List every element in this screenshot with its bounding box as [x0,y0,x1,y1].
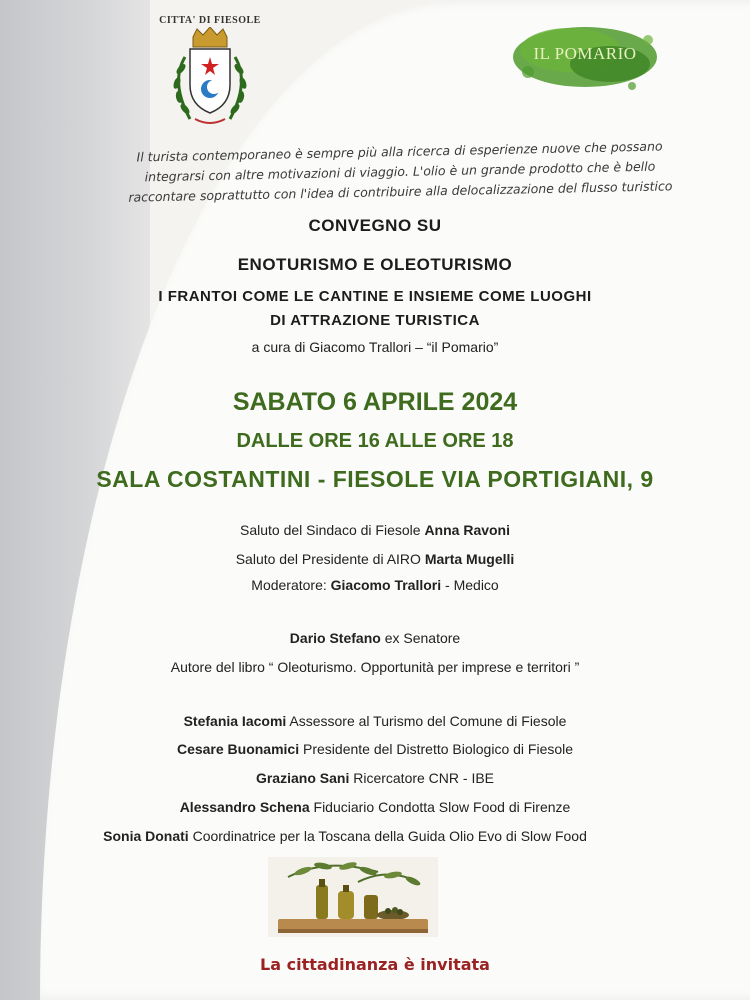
fiesole-crest [155,15,265,130]
title-main: ENOTURISMO E OLEOTURISMO [237,255,513,274]
greeting-line: Saluto del Presidente di AIRO Marta Mugelli [235,551,515,567]
greeting-line: Saluto del Sindaco di Fiesole Anna Ravoni [239,522,511,538]
il-pomario-logo [510,12,660,97]
event-date: SABATO 6 APRILE 2024 [232,388,518,416]
subtitle [0,285,750,333]
intro-line: integrarsi con altre motivazioni di viaggio. L'olio è un grande prodotto che è bello [144,158,656,185]
speaker-line: Stefania Iacomi Assessore al Turismo del Comune di Fiesole [183,713,567,729]
speaker-line: Graziano Sani Ricercatore CNR - IBE [255,770,495,786]
speaker-name: Giacomo Trallori [330,577,442,593]
speaker-name: Anna Ravoni [424,522,511,538]
subtitle-line: DI ATTRAZIONE TURISTICA [270,312,480,329]
event-time: DALLE ORE 16 ALLE ORE 18 [236,430,514,452]
speaker-name: Cesare Buonamici [176,741,300,757]
speaker-name: Graziano Sani [255,770,350,786]
logo-text: IL POMARIO [533,44,637,63]
speaker-name: Stefania Iacomi [183,713,287,729]
crest-emblem-icon [155,27,265,132]
speaker-line: Cesare Buonamici Presidente del Distretto Biologico di Fiesole [176,741,574,757]
intro-line: Il turista contemporaneo è sempre più alla ricerca di esperienze nuove che possano [136,138,663,165]
moderator-line: Moderatore: Giacomo Trallori - Medico [251,577,499,593]
keynote-book: Autore del libro “ Oleoturismo. Opportunità per imprese e territori ” [170,659,580,675]
speaker-name: Sonia Donati [103,828,189,844]
subtitle-line: I FRANTOI COME LE CANTINE E INSIEME COME LUOGHI [158,288,592,305]
speaker-name: Dario Stefano [289,630,381,646]
intro-paragraph [99,136,700,209]
title-convegno: CONVEGNO SU [308,216,442,235]
speaker-line: Alessandro Schena Fiduciario Condotta Slow Food di Firenze [179,799,571,815]
olive-oil-products-image [268,857,438,937]
speaker-line: Sonia Donati Coordinatrice per la Toscana della Guida Olio Evo di Slow Food [103,828,587,844]
event-venue: SALA COSTANTINI - FIESOLE VIA PORTIGIANI, 9 [96,466,654,492]
closing-invitation: La cittadinanza è invitata [260,955,490,974]
speaker-name: Marta Mugelli [424,551,515,567]
keynote-line: Dario Stefano ex Senatore [289,630,461,646]
speaker-name: Alessandro Schena [179,799,310,815]
intro-line: raccontare soprattutto con l'idea di contribuire alla delocalizzazione del flusso turistico [128,178,673,205]
curator-line: a cura di Giacomo Trallori – “il Pomario” [251,339,499,355]
crest-label: CITTA' DI FIESOLE [159,15,261,26]
